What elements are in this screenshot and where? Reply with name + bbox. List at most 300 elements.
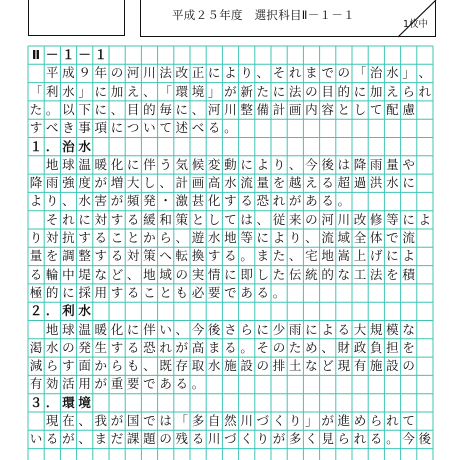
grid-char: 緩 xyxy=(143,211,156,227)
grid-char: え xyxy=(386,83,399,99)
grid-char: 後 xyxy=(207,321,221,337)
grid-char: 要 xyxy=(126,376,140,392)
grid-char: 伴 xyxy=(143,156,156,172)
grid-char: 水 xyxy=(386,175,399,191)
grid-char: 課 xyxy=(126,431,140,447)
grid-char: の xyxy=(159,431,172,447)
grid-char: が xyxy=(288,193,302,209)
grid-char: 模 xyxy=(386,321,399,337)
grid-char: 量 xyxy=(256,175,270,191)
grid-char: で xyxy=(224,284,237,300)
grid-char: 洪 xyxy=(369,175,383,191)
grid-char: 境 xyxy=(78,394,91,410)
grid-char: 中 xyxy=(62,266,75,282)
grid-char: が xyxy=(110,413,124,428)
grid-char: す xyxy=(110,339,124,355)
grid-char: 暖 xyxy=(94,156,108,172)
grid-char: の xyxy=(62,339,75,355)
grid-char: 担 xyxy=(386,339,399,355)
grid-char: は xyxy=(240,211,253,227)
grid-char: 宅 xyxy=(305,248,318,264)
grid-char: た xyxy=(288,339,302,355)
grid-char: す xyxy=(224,193,237,209)
grid-char: 超 xyxy=(337,175,351,191)
grid-char: 高 xyxy=(191,339,205,355)
grid-char: 用 xyxy=(94,284,108,300)
grid-char: 平 xyxy=(45,65,59,81)
grid-char: 、 xyxy=(62,193,75,209)
grid-char: で xyxy=(321,65,334,81)
exam-title: 平成２５年度 選択科目Ⅱ－１－１ xyxy=(172,8,355,22)
grid-char: 設 xyxy=(240,358,253,374)
grid-char: ど xyxy=(110,266,124,282)
grid-char: に xyxy=(126,321,140,337)
grid-char: 水 xyxy=(207,230,221,245)
grid-char: 項 xyxy=(94,120,108,136)
grid-char: 、 xyxy=(143,358,156,374)
grid-char: 。 xyxy=(337,193,351,209)
grid-char: な xyxy=(94,266,108,282)
grid-char: の xyxy=(272,339,286,355)
grid-char: － xyxy=(78,47,91,62)
grid-char: 発 xyxy=(78,339,91,355)
grid-char: 水 xyxy=(224,175,237,191)
grid-char: く xyxy=(305,431,318,447)
grid-char: す xyxy=(62,358,75,374)
grid-char: 後 xyxy=(418,431,432,447)
grid-char: 和 xyxy=(159,211,172,227)
grid-char: 統 xyxy=(305,266,318,282)
grid-char: 策 xyxy=(143,248,156,264)
grid-char: し xyxy=(143,175,156,191)
grid-char: 、 xyxy=(288,248,302,264)
grid-char: 、 xyxy=(288,156,302,172)
grid-char: 高 xyxy=(207,175,221,191)
grid-char: 正 xyxy=(191,65,205,81)
grid-char: 流 xyxy=(402,230,415,245)
grid-char: り xyxy=(288,413,302,428)
grid-char: 我 xyxy=(94,413,108,428)
grid-char: 規 xyxy=(369,321,383,337)
grid-char: 川 xyxy=(143,65,156,81)
grid-char: が xyxy=(94,175,108,191)
grid-char: 利 xyxy=(45,83,59,99)
grid-char: 球 xyxy=(62,156,75,172)
grid-char: 用 xyxy=(78,376,91,392)
grid-char: 来 xyxy=(288,211,302,227)
grid-char: 事 xyxy=(78,120,91,136)
grid-char: れ xyxy=(386,413,399,428)
grid-char: 」 xyxy=(305,413,318,428)
grid-char: 換 xyxy=(191,248,205,264)
grid-char: に xyxy=(272,83,286,99)
grid-char: る xyxy=(29,266,43,282)
grid-char: よ xyxy=(29,193,43,209)
grid-char: に xyxy=(126,156,140,172)
grid-char: 内 xyxy=(305,101,318,117)
grid-char: か xyxy=(143,230,156,245)
grid-char: こ xyxy=(110,230,124,245)
grid-char: 河 xyxy=(207,101,221,117)
grid-char: 河 xyxy=(126,65,140,81)
grid-char: に xyxy=(256,230,270,245)
grid-char: 有 xyxy=(29,376,43,392)
grid-char: 重 xyxy=(110,376,124,392)
grid-char: 、 xyxy=(321,339,334,355)
grid-char: 策 xyxy=(175,211,189,227)
grid-char: る xyxy=(369,431,383,447)
grid-char: づ xyxy=(256,413,270,428)
grid-char: き xyxy=(62,120,75,136)
grid-char: 。 xyxy=(386,431,399,447)
grid-char: 工 xyxy=(353,266,367,282)
grid-char: よ xyxy=(402,248,415,264)
grid-char: れ xyxy=(418,83,432,99)
grid-char: に xyxy=(386,248,399,264)
grid-char: 活 xyxy=(62,376,75,392)
grid-char: 等 xyxy=(240,230,253,245)
grid-char: れ xyxy=(353,431,367,447)
grid-char: ま xyxy=(207,339,221,355)
grid-char: ３ xyxy=(29,394,43,410)
grid-char: だ xyxy=(110,431,124,447)
grid-char: の xyxy=(110,65,124,81)
grid-char: 雨 xyxy=(45,175,59,191)
grid-char: る xyxy=(175,376,189,392)
grid-char: よ xyxy=(418,211,432,227)
grid-char: 域 xyxy=(337,230,351,245)
grid-char: ． xyxy=(45,303,59,319)
grid-char: 温 xyxy=(78,321,91,337)
grid-char: 、 xyxy=(78,413,91,428)
grid-char: は xyxy=(159,413,172,428)
grid-char: 伝 xyxy=(288,266,302,282)
grid-char: か xyxy=(94,358,108,374)
grid-char: に xyxy=(175,101,189,117)
grid-char: 加 xyxy=(110,83,124,99)
grid-char: 、 xyxy=(159,175,172,191)
grid-char: が xyxy=(224,83,237,99)
grid-char: 水 xyxy=(78,193,91,209)
grid-char: 大 xyxy=(353,321,367,337)
grid-char: ・ xyxy=(159,193,172,209)
grid-char: 効 xyxy=(45,376,59,392)
grid-char: 発 xyxy=(143,193,156,209)
grid-char: で xyxy=(386,230,399,245)
grid-char: 備 xyxy=(256,101,270,117)
grid-char: 、 xyxy=(256,211,270,227)
grid-char: え xyxy=(126,83,140,99)
grid-char: べ xyxy=(191,120,205,136)
grid-char: 大 xyxy=(126,175,140,191)
grid-char: よ xyxy=(224,65,237,81)
grid-char: れ xyxy=(159,339,172,355)
grid-char: い xyxy=(143,120,156,136)
grid-char: 今 xyxy=(191,321,205,337)
grid-char: 増 xyxy=(110,175,124,191)
grid-char: 治 xyxy=(369,65,383,81)
grid-char: 頻 xyxy=(126,193,140,209)
grid-char: 川 xyxy=(207,431,221,447)
grid-char: 地 xyxy=(224,230,237,245)
grid-char: 整 xyxy=(78,248,91,264)
grid-char: を xyxy=(402,339,415,355)
grid-char: 。 xyxy=(240,248,253,264)
grid-char: 的 xyxy=(337,83,351,99)
grid-char: 存 xyxy=(175,358,189,374)
grid-char: 地 xyxy=(45,156,59,172)
grid-char: 容 xyxy=(321,101,334,117)
grid-char: に xyxy=(207,65,221,81)
grid-char: つ xyxy=(126,120,140,136)
grid-char: 、 xyxy=(143,83,156,99)
grid-char: し xyxy=(353,101,367,117)
grid-char: す xyxy=(78,230,91,245)
grid-char: 下 xyxy=(78,101,91,117)
grid-char: る xyxy=(321,175,334,191)
grid-char: 輪 xyxy=(45,266,59,282)
grid-char: す xyxy=(110,284,124,300)
grid-char: 排 xyxy=(272,358,286,374)
grid-char: れ xyxy=(288,65,302,81)
grid-char: 。 xyxy=(224,120,237,136)
grid-char: る xyxy=(110,248,124,264)
grid-char: 量 xyxy=(386,156,399,172)
grid-char: さ xyxy=(224,321,237,337)
grid-char: 水 xyxy=(78,138,91,154)
grid-char: 「 xyxy=(29,83,43,99)
grid-char: に xyxy=(240,156,253,172)
grid-char: ど xyxy=(321,358,334,374)
grid-char: な xyxy=(305,358,318,374)
grid-char: が xyxy=(110,193,124,209)
grid-char: が xyxy=(175,339,189,355)
grid-char: り xyxy=(240,65,253,81)
grid-char: 越 xyxy=(288,175,302,191)
grid-char: ま xyxy=(94,431,108,447)
grid-char: 政 xyxy=(353,339,367,355)
grid-char: 、 xyxy=(126,266,140,282)
grid-char: い xyxy=(29,431,43,447)
grid-char: 現 xyxy=(45,413,59,428)
grid-char: そ xyxy=(272,65,286,81)
grid-char: に xyxy=(110,120,124,136)
grid-char: 川 xyxy=(224,101,237,117)
grid-char: く xyxy=(272,413,286,428)
grid-char: 」 xyxy=(78,83,91,99)
grid-char: 調 xyxy=(62,248,75,264)
grid-char: 降 xyxy=(353,156,367,172)
grid-char: 水 xyxy=(62,83,75,99)
grid-char: 水 xyxy=(386,65,399,81)
grid-char: と xyxy=(159,284,172,300)
grid-char: と xyxy=(126,230,140,245)
grid-char: り xyxy=(288,230,302,245)
grid-char: ． xyxy=(45,394,59,410)
grid-char: 流 xyxy=(240,175,253,191)
grid-char: 伴 xyxy=(143,321,156,337)
grid-char: 環 xyxy=(175,83,189,99)
grid-char: 後 xyxy=(321,156,334,172)
grid-char: り xyxy=(29,230,43,245)
grid-char: に xyxy=(353,83,367,99)
grid-char: 既 xyxy=(159,358,172,374)
grid-char: 残 xyxy=(175,431,189,447)
grid-char: 雨 xyxy=(288,321,302,337)
grid-char: て xyxy=(402,413,415,428)
grid-char: 。 xyxy=(272,284,286,300)
grid-char: 河 xyxy=(321,211,334,227)
grid-char: 堤 xyxy=(78,266,91,282)
grid-char: ら xyxy=(110,358,124,374)
grid-char: 今 xyxy=(402,431,415,447)
grid-char: 然 xyxy=(224,413,237,428)
grid-char: 過 xyxy=(353,175,367,191)
grid-char: 施 xyxy=(369,358,383,374)
grid-char: 害 xyxy=(94,193,108,209)
grid-char: 。 xyxy=(240,339,253,355)
grid-char: く xyxy=(240,431,253,447)
grid-char: が xyxy=(272,431,286,447)
grid-char: を xyxy=(386,266,399,282)
grid-char: １ xyxy=(62,47,75,62)
grid-char: 化 xyxy=(110,156,124,172)
grid-char: 改 xyxy=(175,65,189,81)
grid-char: 域 xyxy=(159,266,172,282)
grid-char: 法 xyxy=(288,83,302,99)
grid-char: よ xyxy=(256,156,270,172)
grid-char: す xyxy=(94,248,108,264)
grid-char: り xyxy=(272,156,286,172)
grid-char: 、 xyxy=(305,230,318,245)
grid-char: 多 xyxy=(191,413,205,428)
grid-char: 、 xyxy=(418,65,432,81)
grid-char: 地 xyxy=(143,266,156,282)
grid-char: そ xyxy=(45,211,59,227)
grid-char: 雨 xyxy=(369,156,383,172)
grid-char: 改 xyxy=(353,211,367,227)
grid-char: 採 xyxy=(78,284,91,300)
grid-char: 有 xyxy=(353,358,367,374)
grid-char: 成 xyxy=(62,65,75,81)
grid-char: も xyxy=(175,284,189,300)
grid-char: 水 xyxy=(45,339,59,355)
grid-char: ら xyxy=(159,230,172,245)
grid-char: 在 xyxy=(62,413,75,428)
grid-char: げ xyxy=(369,248,383,264)
grid-char: 目 xyxy=(321,83,334,99)
grid-char: 恐 xyxy=(143,339,156,355)
grid-char: め xyxy=(305,339,318,355)
grid-char: て xyxy=(224,211,237,227)
grid-char: そ xyxy=(256,339,270,355)
grid-char: る xyxy=(191,431,205,447)
grid-char: 川 xyxy=(240,413,253,428)
grid-char: に xyxy=(94,101,108,117)
grid-char: で xyxy=(143,376,156,392)
grid-char: て xyxy=(369,101,383,117)
grid-char: 進 xyxy=(337,413,351,428)
grid-char: 必 xyxy=(191,284,205,300)
grid-char: え xyxy=(305,175,318,191)
grid-char: ら xyxy=(240,321,253,337)
grid-char: ９ xyxy=(78,65,91,81)
grid-char: 即 xyxy=(240,266,253,282)
grid-char: ら xyxy=(337,431,351,447)
grid-char: 体 xyxy=(369,230,383,245)
grid-char: る xyxy=(240,193,253,209)
grid-char: 水 xyxy=(78,303,91,319)
grid-char: す xyxy=(207,248,221,264)
grid-char: る xyxy=(126,284,140,300)
page-count: 1枚中 xyxy=(403,19,429,30)
grid-char: た xyxy=(29,101,43,117)
grid-char: 化 xyxy=(207,193,221,209)
grid-char: に xyxy=(305,321,318,337)
grid-char: 球 xyxy=(62,321,75,337)
grid-char: な xyxy=(337,266,351,282)
grid-char: 配 xyxy=(386,101,399,117)
grid-char: 今 xyxy=(305,156,318,172)
grid-char: 。 xyxy=(45,101,59,117)
grid-char: 計 xyxy=(175,175,189,191)
grid-char: 整 xyxy=(240,101,253,117)
grid-char: 減 xyxy=(29,358,43,374)
grid-char: 、 xyxy=(110,101,124,117)
grid-char: す xyxy=(29,120,43,136)
grid-char: ら xyxy=(402,83,415,99)
grid-char: 画 xyxy=(288,101,302,117)
grid-char: よ xyxy=(272,230,286,245)
grid-char: た xyxy=(272,248,286,264)
grid-char: な xyxy=(402,321,415,337)
grid-char: 「 xyxy=(159,83,172,99)
grid-char: の xyxy=(175,266,189,282)
grid-char: 以 xyxy=(62,101,75,117)
grid-char: る xyxy=(126,339,140,355)
grid-char: る xyxy=(256,284,270,300)
grid-char: 実 xyxy=(191,266,205,282)
grid-char: 負 xyxy=(369,339,383,355)
grid-char: こ xyxy=(143,284,156,300)
grid-char: る xyxy=(321,193,334,209)
grid-char: 積 xyxy=(402,266,415,282)
grid-char: 画 xyxy=(191,175,205,191)
grid-char: が xyxy=(94,376,108,392)
grid-char: 境 xyxy=(191,83,205,99)
grid-char: 加 xyxy=(369,83,383,99)
grid-char: う xyxy=(159,156,172,172)
grid-char: ２ xyxy=(29,303,43,319)
grid-char: 、 xyxy=(175,321,189,337)
grid-char: 国 xyxy=(126,413,140,428)
grid-char: 目 xyxy=(126,101,140,117)
grid-char: 動 xyxy=(224,156,237,172)
grid-char: 気 xyxy=(175,156,189,172)
grid-char: 地 xyxy=(321,248,334,264)
grid-char: 環 xyxy=(62,394,75,410)
grid-char: 修 xyxy=(369,211,383,227)
grid-char: 地 xyxy=(45,321,59,337)
grid-char: や xyxy=(402,156,415,172)
grid-char: 「 xyxy=(353,65,367,81)
grid-char: た xyxy=(272,266,286,282)
grid-char: 生 xyxy=(94,339,108,355)
grid-char: 多 xyxy=(288,431,302,447)
grid-char: 施 xyxy=(224,358,237,374)
grid-char: 「 xyxy=(175,413,189,428)
grid-char: 、 xyxy=(78,431,91,447)
